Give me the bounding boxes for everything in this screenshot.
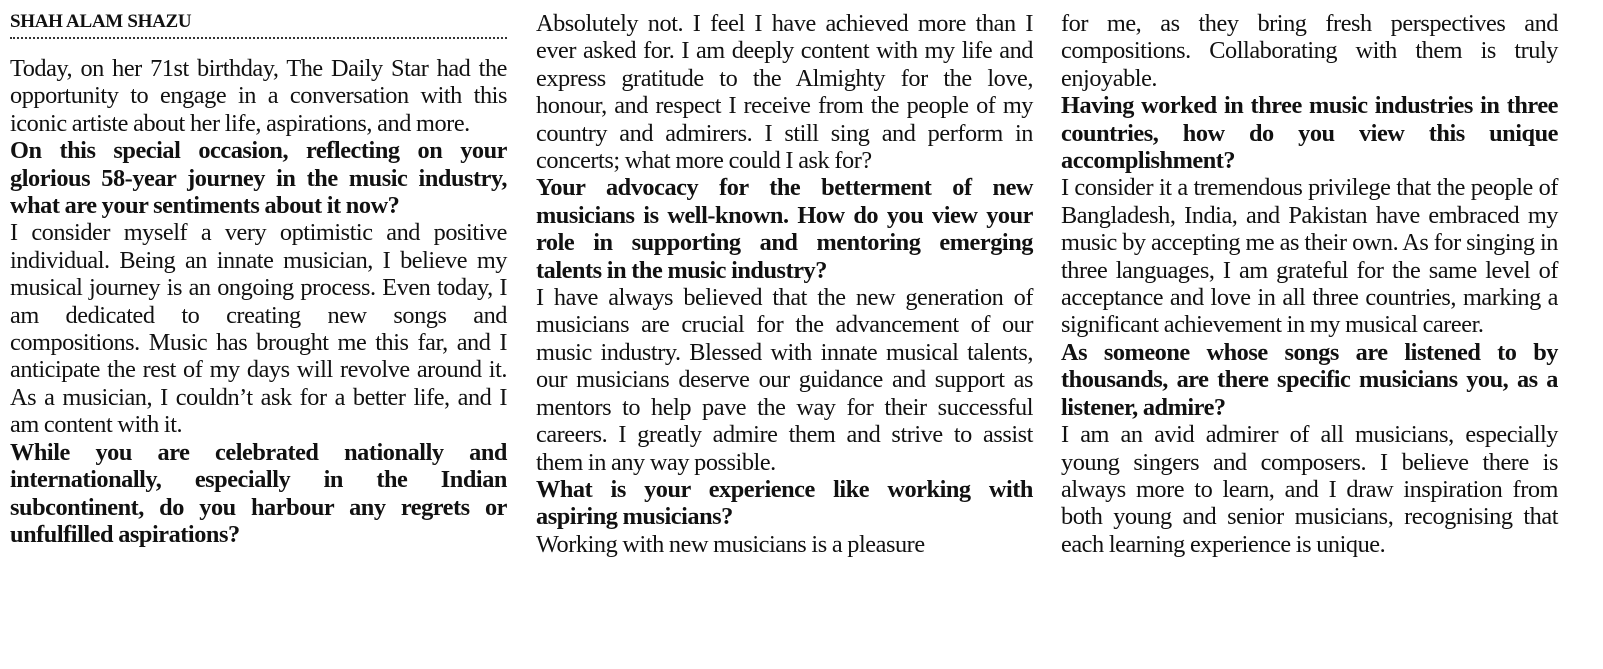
answer-5: I consider it a tremendous privilege that the people of Bangladesh, India, and Pakistan have embraced my music by accepting me as their own. As for singing in three languages, I am grateful for the same level of acceptance and love in all three countries, marking a significant achievement in my musical career.	[1061, 174, 1558, 339]
answer-6: I am an avid admirer of all musicians, especially young singers and composers. I believe there is always more to learn, and I draw inspiration from both young and senior musicians, recognising that each learning experience is unique.	[1061, 421, 1558, 558]
question-4: What is your experience like working with aspiring musicians?	[536, 475, 1033, 531]
question-1: On this special occasion, reflecting on your glorious 58-year journey in the music industry, what are your sentiments about it now?	[10, 137, 507, 220]
question-2: While you are celebrated nationally and internationally, especially in the Indian subcontinent, do you harbour any regrets or unfulfilled aspirations?	[10, 438, 507, 548]
answer-1: I consider myself a very optimistic and positive individual. Being an innate musician, I believe my musical journey is an ongoing process. Even today, I am dedicated to creating new songs and compositions. Music has brought me this far, and I anticipate the rest of my days will revolve around it. As a musician, I couldn’t ask for a better life, and I am content with it.	[10, 219, 507, 439]
intro-paragraph: Today, on her 71st birthday, The Daily Star had the opportunity to engage in a conversation with this iconic artiste about her life, aspirations, and more.	[10, 55, 507, 137]
answer-2: Absolutely not. I feel I have achieved more than I ever asked for. I am deeply content with my life and express gratitude to the Almighty for the love, honour, and respect I receive from the people of my country and admirers. I still sing and perform in concerts; what more could I ask for?	[536, 10, 1033, 175]
column-3	[1061, 10, 1558, 558]
question-3: Your advocacy for the betterment of new musicians is well-known. How do you view your role in supporting and mentoring emerging talents in the music industry?	[536, 174, 1033, 284]
question-6: As someone whose songs are listened to by thousands, are there specific musicians you, as a listener, admire?	[1061, 338, 1558, 421]
answer-4-start: Working with new musicians is a pleasure	[536, 530, 925, 558]
answer-3: I have always believed that the new generation of musicians are crucial for the advancement of our music industry. Blessed with innate musical talents, our musicians deserve our guidance and support as mentors to help pave the way for their successful careers. I greatly admire them and strive to assist them in any way possible.	[536, 284, 1033, 476]
byline: SHAH ALAM SHAZU	[10, 10, 507, 39]
column-2	[536, 10, 1033, 558]
question-5: Having worked in three music industries in three countries, how do you view this unique accomplishment?	[1061, 92, 1558, 175]
column-1	[10, 10, 507, 548]
answer-4-end: for me, as they bring fresh perspectives and compositions. Collaborating with them is truly enjoyable.	[1061, 10, 1558, 92]
